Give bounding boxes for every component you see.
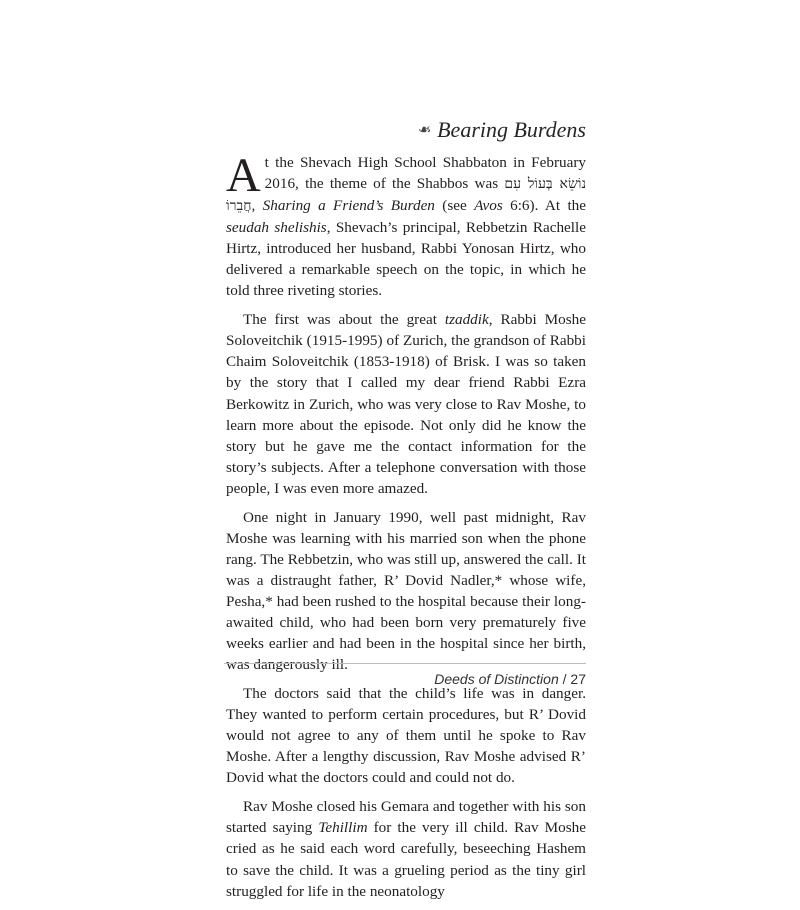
section-title: Bearing Burdens bbox=[437, 117, 586, 142]
paragraph-1: At the Shevach High School Shabbaton in February 2016, the theme of the Shabbos was נוֹשֵׂא בְּעוֹל עִם חֲבֵרוֹ, Sharing a Friend’s Burden (see Avos 6:6). At the seudah shelishis, Shevach’s principal, Rebbetzin Rachelle Hirtz, introduced her husband, Rabbi Yonosan Hirtz, who delivered a remarkable speech on the topic, in which he told three riveting stories. bbox=[226, 149, 586, 300]
hebrew-phrase: נוֹשֵׂא בְּעוֹל עִם חֲבֵרוֹ bbox=[226, 176, 586, 215]
drop-cap: A bbox=[226, 149, 261, 202]
paragraph-2: The first was about the great tzaddik, Rabbi Moshe Soloveitchik (1915-1995) of Zurich, the grandson of Rabbi Chaim Soloveitchik (1853-1918) of Brisk. I was so taken by the story that I called my dear friend Rabbi Ezra Berkowitz in Zurich, who was very close to Rav Moshe, to learn more about the episode. Not only did he know the story but he gave me the contact information for the story’s subjects. After a telephone conversation with those people, I was even more amazed. bbox=[226, 311, 586, 497]
page-footer bbox=[434, 671, 586, 687]
body-text bbox=[226, 149, 586, 910]
section-heading bbox=[418, 117, 586, 143]
book-title: Deeds of Distinction bbox=[434, 671, 559, 687]
paragraph-3: One night in January 1990, well past midnight, Rav Moshe was learning with his married son when the phone rang. The Rebbetzin, who was still up, answered the call. It was a distraught father, R’ Dovid Nadler,* whose wife, Pesha,* had been rushed to the hospital because their long-awaited child, who had been born very prematurely five weeks earlier and had been in the hospital since her birth, was dangerously ill. bbox=[226, 508, 586, 674]
footer-rule bbox=[224, 663, 586, 664]
footer-separator: / bbox=[558, 671, 571, 687]
page-number: 27 bbox=[570, 671, 586, 687]
paragraph-5: Rav Moshe closed his Gemara and together with his son started saying Tehillim for the very ill child. Rav Moshe cried as he said each word carefully, beseeching Hashem to save the child. It was a grueling period as the tiny girl struggled for life in the neonatology bbox=[226, 798, 586, 900]
paragraph-4: The doctors said that the child’s life was in danger. They wanted to perform certain procedures, but R’ Dovid would not agree to any of them until he spoke to Rav Moshe. After a lengthy discussion, Rav Moshe advised R’ Dovid what the doctors could and could not do. bbox=[226, 685, 586, 787]
fleuron-icon: ❧ bbox=[417, 122, 432, 139]
